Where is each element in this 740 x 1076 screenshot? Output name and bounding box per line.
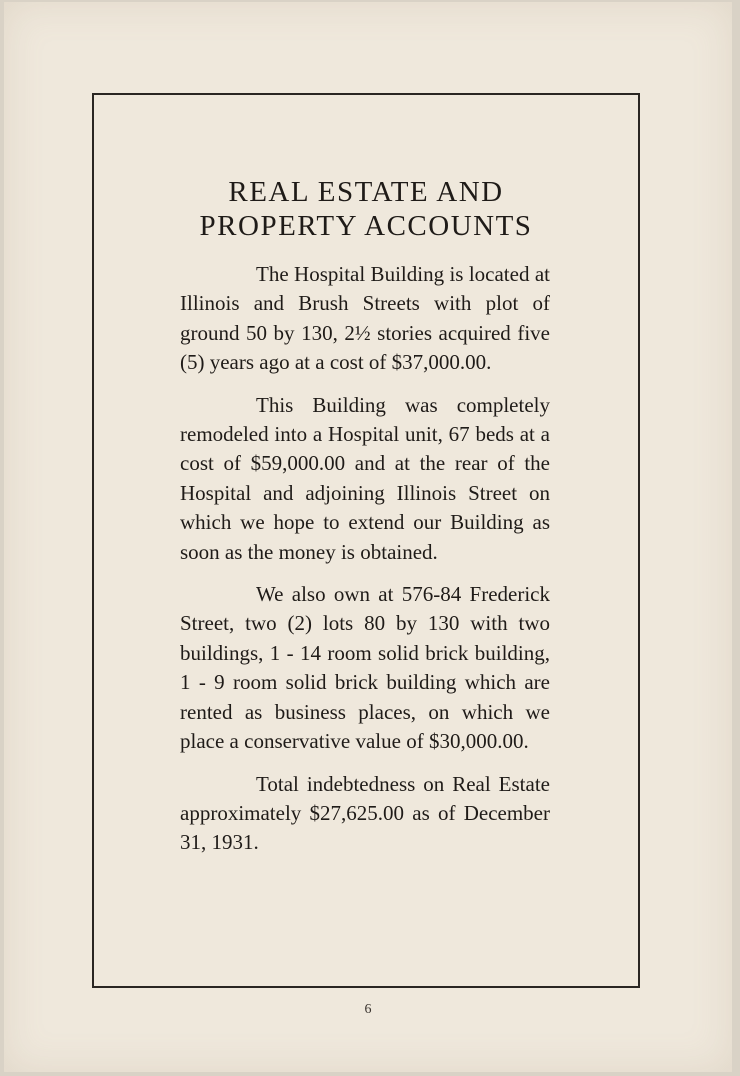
paragraph-remodeling: This Building was completely remodeled into a Hospital unit, 67 beds at a cost of $59,000.00 and at the rear of the Hospital and adjoining Illinois Street on which we hope to extend our Building as soon as the money is obtained.: [180, 392, 550, 564]
page-title: [94, 175, 638, 243]
paragraph-indebtedness: Total indebtedness on Real Estate approximately $27,625.00 as of December 31, 1931.: [180, 771, 550, 855]
body-text: [180, 260, 550, 871]
title-line-2: PROPERTY ACCOUNTS: [199, 210, 533, 242]
paragraph-frederick-street: We also own at 576-84 Frederick Street, two (2) lots 80 by 130 with two buildings, 1 - 14 room solid brick building, 1 - 9 room solid brick building which are rented as business places, on which we place a conservative value of $30,000.00.: [180, 582, 550, 754]
border-frame: [92, 93, 640, 988]
page-number: 6: [364, 1002, 372, 1017]
document-page: [4, 2, 732, 1072]
paragraph-hospital-building: The Hospital Building is located at Illinois and Brush Streets with plot of ground 50 by 130, 2½ stories acquired five (5) years ago at a cost of $37,000.00.: [180, 262, 550, 375]
title-line-1: REAL ESTATE AND: [228, 176, 504, 208]
